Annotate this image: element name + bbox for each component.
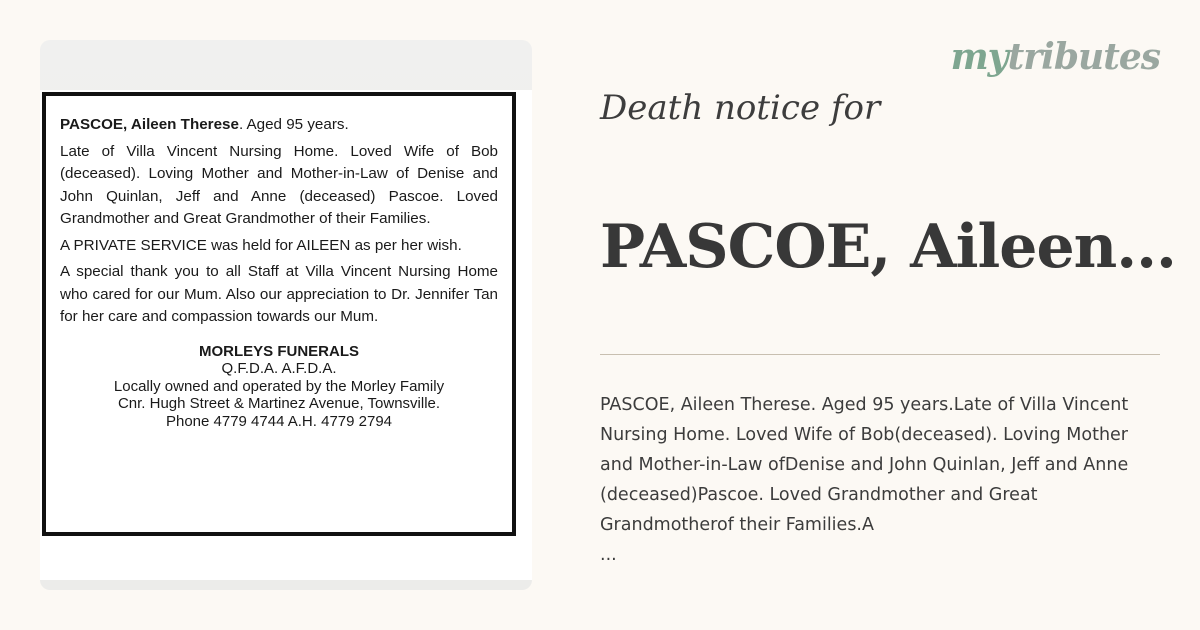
notice-deceased-name: PASCOE, Aileen Therese — [60, 116, 239, 133]
logo-my: my — [950, 36, 1008, 78]
notice-border — [42, 92, 516, 536]
funeral-home-block — [60, 343, 498, 431]
notice-paragraph-thanks: A special thank you to all Staff at Villa Vincent Nursing Home who cared for our Mum. Also our appreciation to Dr. Jennifer Tan for her care and compassion towards our Mum. — [60, 263, 498, 325]
notice-excerpt — [600, 390, 1165, 570]
funeral-home-name: MORLEYS FUNERALS — [198, 342, 359, 360]
page-title: PASCOE, Aileen... — [600, 212, 1176, 282]
funeral-home-ownership: Locally owned and operated by the Morley Family — [113, 377, 445, 395]
logo-tributes: tributes — [1007, 36, 1160, 78]
notice-image — [40, 90, 532, 580]
notice-paragraph-service: A PRIVATE SERVICE was held for AILEEN as per her wish. — [60, 236, 462, 254]
notice-image-card — [40, 40, 532, 590]
divider — [600, 354, 1160, 355]
page-kicker: Death notice for — [600, 88, 881, 128]
funeral-home-phone: Phone 4779 4744 A.H. 4779 2794 — [165, 412, 393, 430]
excerpt-text: PASCOE, Aileen Therese. Aged 95 years.Late of Villa Vincent Nursing Home. Loved Wife of Bob(deceased). Loving Mother and Mother-in-Law ofDenise and John Quinlan, Jeff and Anne (deceased)Pascoe. Loved Grandmother and Great Grandmotherof their Families.A — [600, 395, 1129, 535]
mytributes-logo[interactable] — [951, 36, 1160, 78]
funeral-home-accreditation: Q.F.D.A. A.F.D.A. — [221, 360, 337, 377]
funeral-home-address: Cnr. Hugh Street & Martinez Avenue, Townsville. — [117, 395, 441, 412]
notice-paragraph-family: Late of Villa Vincent Nursing Home. Loved Wife of Bob (deceased). Loving Mother and Mother-in-Law of Denise and John Quinlan, Jeff and Anne (deceased) Pascoe. Loved Grandmother and Great Grandmother of their Families. — [60, 142, 498, 227]
notice-heading-line — [60, 114, 498, 137]
excerpt-ellipsis: ... — [600, 545, 617, 565]
notice-age: . Aged 95 years. — [238, 116, 349, 133]
